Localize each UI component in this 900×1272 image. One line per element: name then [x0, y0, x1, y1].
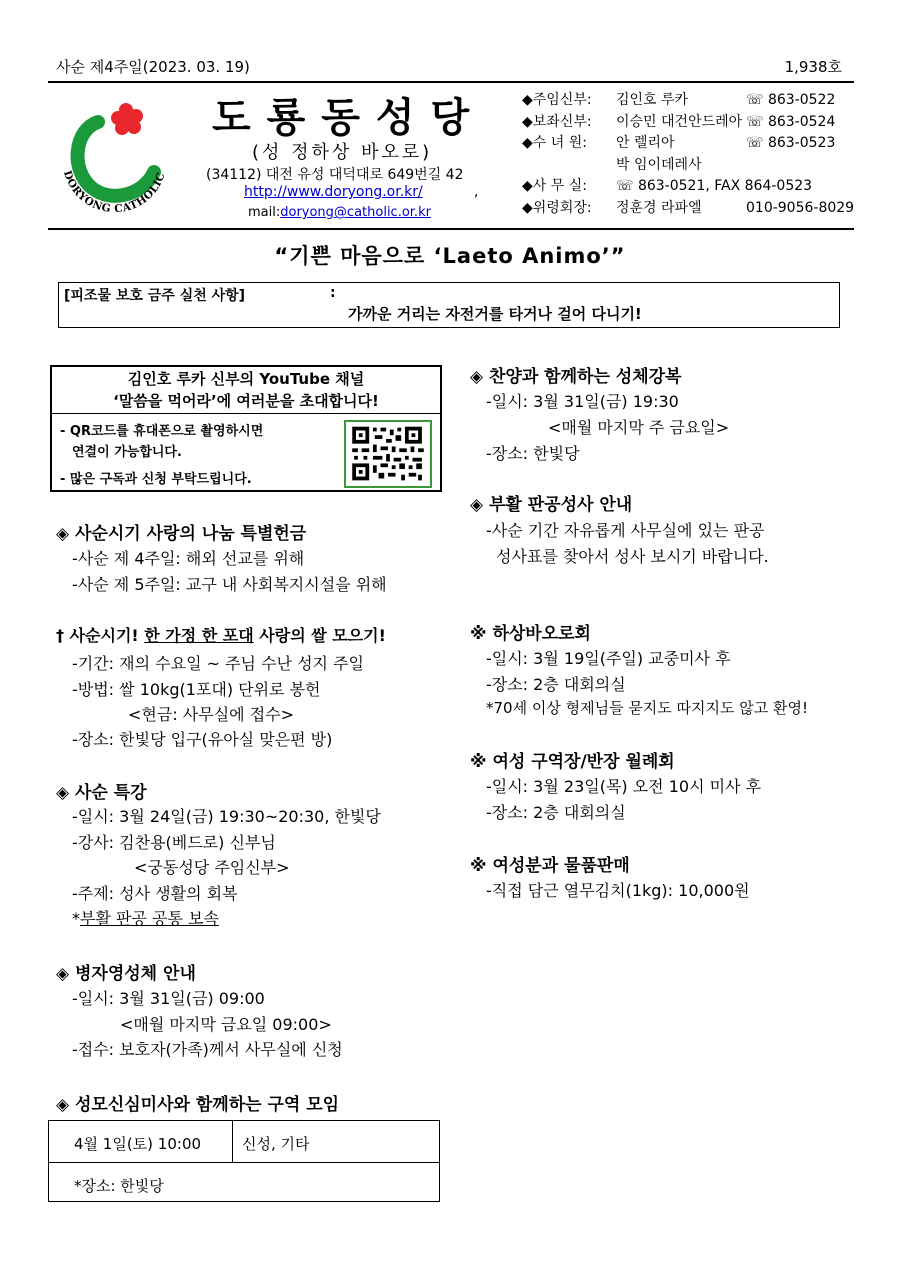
hasang-paul-line-3: *70세 이상 형제님들 묻지도 따지지도 않고 환영! [486, 699, 809, 717]
lecture-asterisk: * [72, 909, 80, 928]
church-name: 도룡동성당 [212, 95, 486, 141]
section-title-rice-collection [56, 623, 386, 646]
staff-role: ◆위령회장: [522, 199, 592, 216]
section-title-lent-offering: ◈ 사순시기 사랑의 나눔 특별헌금 [56, 524, 307, 544]
slogan: “기쁜 마음으로 ‘Laeto Animo’” [274, 244, 626, 268]
staff-row [522, 176, 854, 198]
staff-row [522, 198, 854, 220]
qr-code-icon[interactable] [344, 420, 432, 488]
table-cell-place: *장소: 한빛당 [74, 1177, 164, 1195]
church-logo-icon [54, 92, 174, 220]
staff-phone: ☏ 863-0524 [746, 113, 836, 130]
sick-communion-line-2: <매월 마지막 금요일 09:00> [120, 1015, 332, 1034]
website-link[interactable]: http://www.doryong.or.kr/ [244, 184, 423, 200]
staff-row [522, 155, 854, 177]
table-cell-group: 신성, 기타 [242, 1135, 310, 1153]
section-title-goods-sale: ※ 여성분과 물품판매 [470, 856, 630, 876]
lecture-line-3: <궁동성당 주임신부> [134, 858, 290, 877]
lecture-line-4: -주제: 성사 생활의 회복 [72, 884, 238, 903]
youtube-subtitle: ‘말씀을 먹어라’에 여러분을 초대합니다! [113, 392, 379, 410]
staff-row [522, 133, 854, 155]
rice-title-part-3: 사랑의 쌀 모으기! [253, 626, 386, 645]
staff-name: 안 렐리아 [616, 135, 675, 151]
benediction-line-3: -장소: 한빛당 [486, 444, 580, 463]
staff-name: 박 임이데레사 [616, 156, 702, 173]
youtube-bullet-2: - 많은 구독과 신청 부탁드립니다. [60, 472, 252, 487]
lent-offering-line-2: -사순 제 5주일: 교구 내 사회복지시설을 위해 [72, 575, 387, 594]
staff-role: ◆보좌신부: [522, 113, 592, 130]
staff-role [522, 155, 616, 177]
sick-communion-line-3: -접수: 보호자(가족)께서 사무실에 신청 [72, 1040, 343, 1059]
environment-label: [피조물 보호 금주 실천 사항] [64, 288, 246, 304]
email-label: mail: [248, 205, 281, 220]
patron-saint: (성 정하상 바오로) [252, 142, 433, 163]
email-link[interactable]: doryong@catholic.or.kr [280, 205, 431, 220]
staff-role: ◆주임신부: [522, 92, 592, 108]
women-leaders-line-2: -장소: 2층 대회의실 [486, 803, 626, 822]
rice-line-2: -방법: 쌀 10kg(1포대) 단위로 봉헌 [72, 680, 321, 699]
header-bottom-rule [48, 228, 854, 230]
lecture-line-5 [72, 906, 219, 929]
environment-text: 가까운 거리는 자전거를 타거나 걸어 다니기! [348, 305, 642, 323]
hasang-paul-line-2: -장소: 2층 대회의실 [486, 675, 626, 694]
section-title-sick-communion: ◈ 병자영성체 안내 [56, 964, 196, 984]
youtube-bullet-1b: 연결이 가능합니다. [72, 445, 182, 460]
lecture-penance-note: 부활 판공 공통 보속 [80, 909, 219, 928]
youtube-divider [50, 413, 442, 414]
section-title-hasang-paul: ※ 하상바오로회 [470, 624, 591, 644]
rice-line-3: <현금: 사무실에 접수> [128, 705, 295, 724]
youtube-bullet-1: - QR코드를 휴대폰으로 촬영하시면 [60, 424, 264, 439]
staff-name: 이승민 대건안드레아 [616, 113, 743, 130]
church-address: (34112) 대전 유성 대덕대로 649번길 42 [206, 167, 464, 183]
section-title-lent-lecture: ◈ 사순 특강 [56, 783, 147, 803]
section-title-benediction: ◈ 찬양과 함께하는 성체강복 [470, 367, 682, 387]
issue-number: 1,938호 [784, 58, 842, 76]
youtube-title: 김인호 루카 신부의 YouTube 채널 [127, 370, 365, 388]
section-title-easter-confession: ◈ 부활 판공성사 안내 [470, 495, 633, 515]
staff-office-contact: ☏ 863-0521, FAX 864-0523 [616, 178, 813, 194]
goods-sale-line-1: -직접 담근 열무김치(1kg): 10,000원 [486, 881, 750, 900]
lecture-line-1: -일시: 3월 24일(금) 19:30~20:30, 한빛당 [72, 807, 381, 826]
staff-phone: ☏ 863-0523 [746, 135, 836, 151]
website-comma: , [474, 184, 479, 200]
environment-colon: : [330, 285, 336, 301]
women-leaders-line-1: -일시: 3월 23일(목) 오전 10시 미사 후 [486, 777, 762, 796]
staff-phone: ☏ 863-0522 [746, 92, 836, 108]
staff-phone: 010-9056-8029 [746, 199, 855, 216]
email-line [248, 205, 431, 220]
staff-list [522, 90, 854, 219]
header-top-rule [48, 81, 854, 83]
section-title-women-leaders: ※ 여성 구역장/반장 월례회 [470, 752, 675, 772]
benediction-line-2: <매월 마지막 주 금요일> [548, 418, 730, 437]
staff-row [522, 90, 854, 112]
section-title-marian-mass: ◈ 성모신심미사와 함께하는 구역 모임 [56, 1095, 340, 1115]
rice-line-1: -기간: 재의 수요일 ~ 주님 수난 성지 주일 [72, 654, 365, 673]
hasang-paul-line-1: -일시: 3월 19일(주일) 교중미사 후 [486, 649, 731, 668]
table-cell-date: 4월 1일(토) 10:00 [74, 1135, 202, 1153]
table-row-divider [48, 1162, 440, 1163]
rice-title-part-1: † 사순시기! [56, 626, 145, 645]
issue-date: 사순 제4주일(2023. 03. 19) [56, 58, 250, 76]
easter-confession-line-2: 성사표를 찾아서 성사 보시기 바랍니다. [496, 547, 769, 566]
lecture-line-2: -강사: 김찬용(베드로) 신부님 [72, 833, 276, 852]
rice-title-part-2: 한 가정 한 포대 [144, 626, 254, 645]
staff-name: 김인호 루카 [616, 92, 689, 108]
staff-role: ◆사 무 실: [522, 178, 587, 194]
benediction-line-1: -일시: 3월 31일(금) 19:30 [486, 392, 679, 411]
staff-row [522, 112, 854, 134]
staff-name: 정훈경 라파엘 [616, 199, 702, 216]
logo-lettering: DORYONG CATHOLIC [60, 169, 168, 216]
easter-confession-line-1: -사순 기간 자유롭게 사무실에 있는 판공 [486, 521, 765, 540]
table-col-divider [232, 1120, 233, 1162]
lent-offering-line-1: -사순 제 4주일: 해외 선교를 위해 [72, 549, 305, 568]
rice-line-4: -장소: 한빛당 입구(유아실 맞은편 방) [72, 730, 333, 749]
staff-role: ◆수 녀 원: [522, 135, 587, 151]
sick-communion-line-1: -일시: 3월 31일(금) 09:00 [72, 989, 265, 1008]
